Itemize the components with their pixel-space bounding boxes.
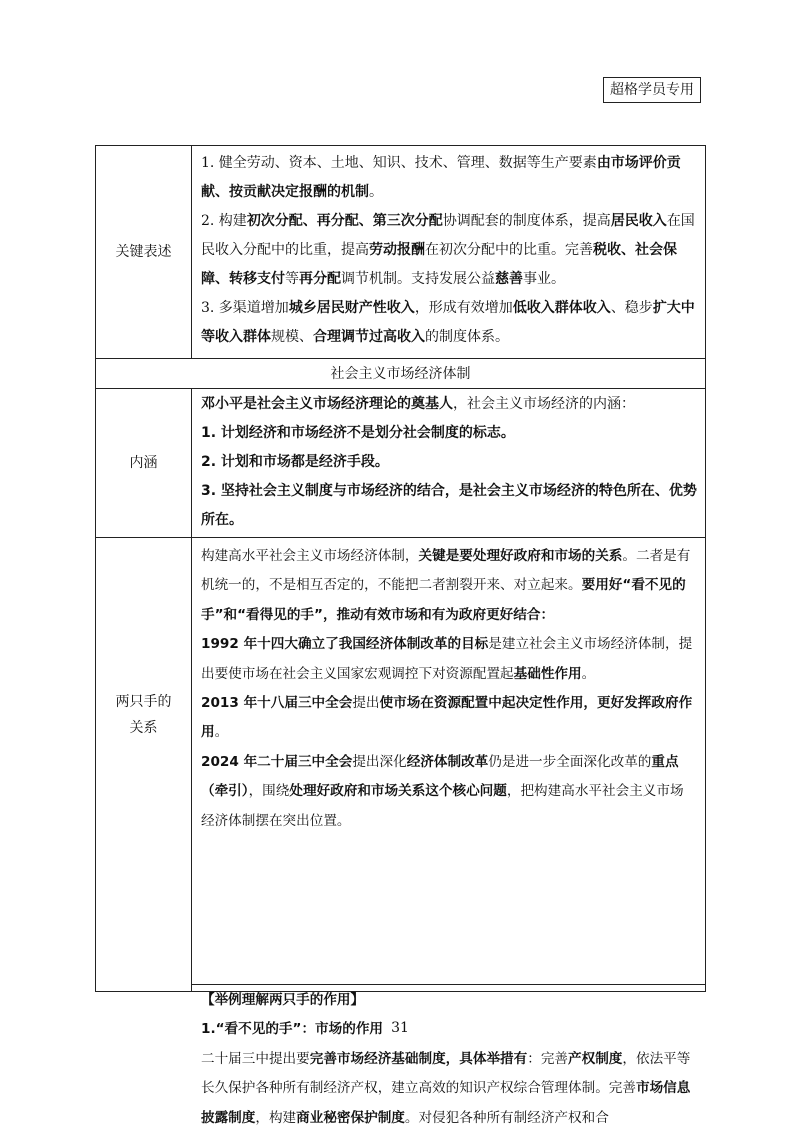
connotation-item-1: 1. 计划经济和市场经济不是划分社会制度的标志。 bbox=[201, 425, 515, 441]
example-subheading: 1.“看不见的手”：市场的作用 bbox=[201, 1021, 384, 1038]
two-hands-label-line1: 两只手的 bbox=[115, 693, 172, 710]
section-title: 社会主义市场经济体制 bbox=[96, 359, 705, 389]
two-hands-para-2: 1992 年十四大确立了我国经济体制改革的目标是建立社会主义市场经济体制，提出要使市场在社会主义国家宏观调控下对资源配置起基础性作用。 bbox=[201, 636, 693, 682]
two-hands-text bbox=[192, 538, 705, 841]
connotation-item-2: 2. 计划和市场都是经济手段。 bbox=[201, 454, 389, 470]
example-heading: 【举例理解两只手的作用】 bbox=[201, 992, 365, 1008]
two-hands-para-4: 2024 年二十届三中全会提出深化经济体制改革仍是进一步全面深化改革的重点（牵引），围绕处理好政府和市场关系这个核心问题，把构建高水平社会主义市场经济体制摆在突出位置。 bbox=[201, 753, 684, 829]
key-statements-label: 关键表述 bbox=[96, 146, 192, 358]
key-statement-2: 2. 构建初次分配、再分配、第三次分配协调配套的制度体系，提高居民收入在国民收入分配中的比重，提高劳动报酬在初次分配中的比重。完善税收、社会保障、转移支付等再分配调节机制。支持发展公益慈善事业。 bbox=[201, 213, 695, 287]
two-hands-label-line2: 关系 bbox=[129, 719, 158, 736]
connotation-intro: 邓小平是社会主义市场经济理论的奠基人，社会主义市场经济的内涵： bbox=[201, 396, 635, 412]
usage-tag: 超格学员专用 bbox=[603, 77, 701, 103]
connotation-item-3: 3. 坚持社会主义制度与市场经济的结合，是社会主义市场经济的特色所在、优势所在。 bbox=[201, 483, 697, 528]
key-statements-text bbox=[192, 146, 705, 358]
two-hands-label bbox=[96, 538, 192, 991]
connotation-row bbox=[96, 389, 705, 538]
two-hands-para-1: 构建高水平社会主义市场经济体制，关键是要处理好政府和市场的关系。二者是有机统一的，不是相互否定的，不能把二者割裂开来、对立起来。要用好“看不见的手”和“看得见的手”，推动有效市场和有为政府更好结合： bbox=[201, 548, 691, 623]
connotation-label: 内涵 bbox=[96, 389, 192, 537]
key-statements-row bbox=[96, 146, 705, 359]
connotation-text bbox=[192, 389, 705, 537]
key-statement-3: 3. 多渠道增加城乡居民财产性收入，形成有效增加低收入群体收入、稳步扩大中等收入群体规模、合理调节过高收入的制度体系。 bbox=[201, 300, 695, 345]
example-body: 二十届三中提出要完善市场经济基础制度，具体举措有：完善产权制度，依法平等长久保护各种所有制经济产权，建立高效的知识产权综合管理体制。完善市场信息披露制度，构建商业秘密保护制度。对侵犯各种所有制经济产权和合 bbox=[201, 1050, 691, 1126]
key-statement-1: 1. 健全劳动、资本、土地、知识、技术、管理、数据等生产要素由市场评价贡献、按贡献决定报酬的机制。 bbox=[201, 155, 681, 200]
two-hands-para-3: 2013 年十八届三中全会提出使市场在资源配置中起决定性作用，更好发挥政府作用。 bbox=[201, 695, 693, 741]
page-number: 31 bbox=[391, 1020, 409, 1036]
